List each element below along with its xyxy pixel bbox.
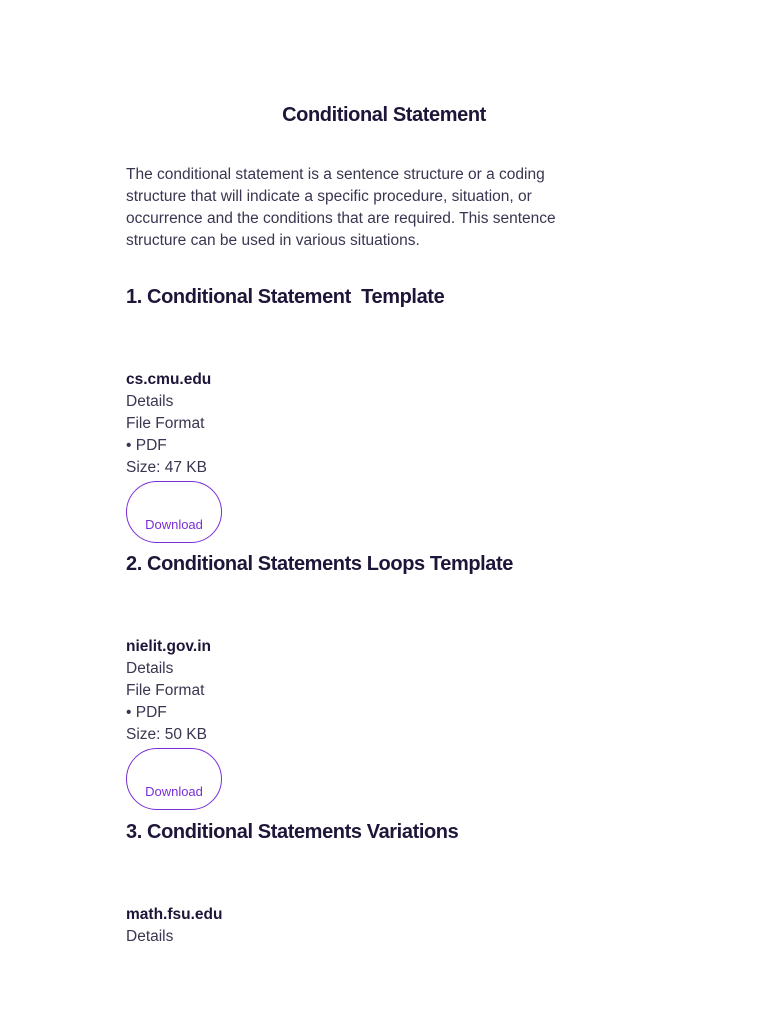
download-button-label: Download <box>145 517 203 532</box>
file-entry-1 <box>126 369 222 543</box>
details-label: Details <box>126 393 174 410</box>
file-size: Size: 47 KB <box>126 459 207 476</box>
download-button-label: Download <box>145 784 203 799</box>
file-format-value: • PDF <box>126 437 167 454</box>
source-domain: cs.cmu.edu <box>126 371 212 388</box>
file-format-label: File Format <box>126 682 205 699</box>
file-entry-3 <box>126 904 222 948</box>
source-domain: math.fsu.edu <box>126 906 223 923</box>
file-entry-2 <box>126 636 222 810</box>
download-button[interactable] <box>126 481 222 543</box>
source-domain: nielit.gov.in <box>126 638 211 655</box>
details-label: Details <box>126 660 174 677</box>
section-heading-1: 1. Conditional Statement Template <box>126 286 445 308</box>
file-format-label: File Format <box>126 415 205 432</box>
details-label: Details <box>126 928 174 945</box>
section-heading-3: 3. Conditional Statements Variations <box>126 821 459 843</box>
file-format-value: • PDF <box>126 704 167 721</box>
download-button[interactable] <box>126 748 222 810</box>
page-title: Conditional Statement <box>282 104 486 126</box>
file-size: Size: 50 KB <box>126 726 207 743</box>
section-heading-2: 2. Conditional Statements Loops Template <box>126 553 514 575</box>
intro-paragraph: The conditional statement is a sentence structure or a coding structure that will indicate a specific procedure, situation, or occurrence and the conditions that are required. This sentence structure can be used in various situations. <box>126 166 556 249</box>
